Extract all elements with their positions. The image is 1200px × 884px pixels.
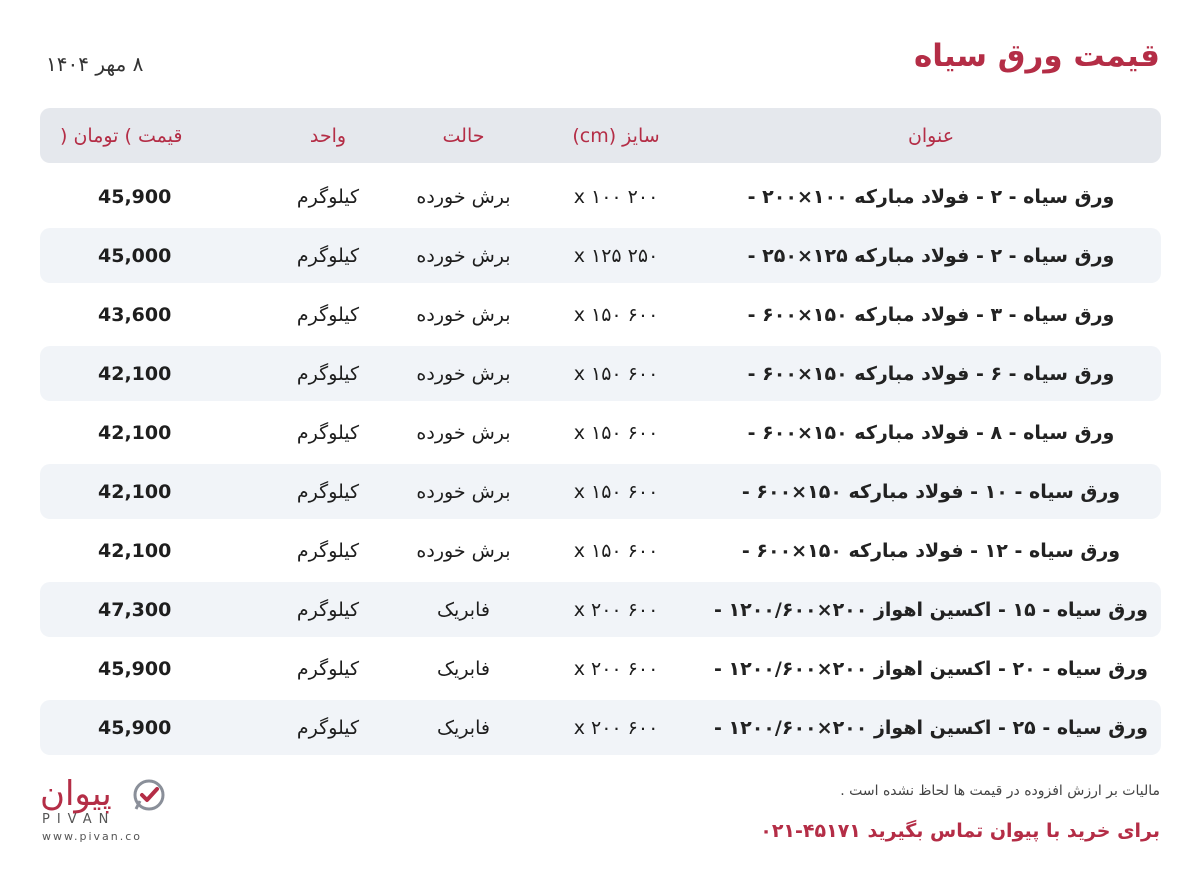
cell-title: ورق سیاه - ۱۵ - اکسین اهواز ۲۰۰×۱۲۰۰/۶۰۰ -	[714, 598, 1148, 621]
cell-title: ورق سیاه - ۸ - فولاد مبارکه ۱۵۰×۶۰۰ -	[747, 421, 1115, 444]
column-header-title: عنوان	[907, 124, 955, 147]
cell-size: ۲۰۰ x ۱۰۰	[573, 185, 659, 208]
cell-price: 42,100	[98, 480, 172, 503]
cell-unit: کیلوگرم	[296, 716, 360, 739]
column-header-size: سایز (cm)	[572, 124, 660, 147]
cell-size: ۶۰۰ x ۱۵۰	[573, 362, 659, 385]
cell-state: فابریک	[437, 657, 490, 680]
cell-size: ۶۰۰ x ۲۰۰	[573, 657, 659, 680]
cell-size: ۶۰۰ x ۱۵۰	[573, 480, 659, 503]
cell-unit: کیلوگرم	[296, 539, 360, 562]
tax-note: مالیات بر ارزش افزوده در قیمت ها لحاظ نشده است .	[840, 783, 1160, 799]
page-title: قیمت ورق سیاه	[913, 38, 1160, 74]
table-row	[40, 464, 1161, 519]
cell-title: ورق سیاه - ۲ - فولاد مبارکه ۱۰۰×۲۰۰ -	[747, 185, 1115, 208]
table-row	[40, 228, 1161, 283]
cell-price: 43,600	[98, 303, 172, 326]
cell-title: ورق سیاه - ۶ - فولاد مبارکه ۱۵۰×۶۰۰ -	[747, 362, 1115, 385]
cell-title: ورق سیاه - ۱۰ - فولاد مبارکه ۱۵۰×۶۰۰ -	[741, 480, 1121, 503]
cell-price: 45,900	[98, 185, 172, 208]
cell-unit: کیلوگرم	[296, 185, 360, 208]
column-header-price: قیمت ) تومان (	[60, 124, 183, 147]
checkmark-pin-icon	[132, 779, 166, 813]
cell-size: ۶۰۰ x ۲۰۰	[573, 598, 659, 621]
table-row	[40, 641, 1161, 696]
date-label: ۸ مهر ۱۴۰۴	[46, 52, 144, 76]
cell-state: فابریک	[437, 598, 490, 621]
cell-state: برش خورده	[416, 244, 511, 267]
cell-size: ۶۰۰ x ۲۰۰	[573, 716, 659, 739]
cell-title: ورق سیاه - ۲۵ - اکسین اهواز ۲۰۰×۱۲۰۰/۶۰۰ -	[714, 716, 1148, 739]
pivan-logo[interactable]	[40, 776, 175, 846]
logo-wordmark: پیوان	[40, 774, 112, 814]
table-row	[40, 169, 1161, 224]
cell-size: ۲۵۰ x ۱۲۵	[573, 244, 659, 267]
cell-unit: کیلوگرم	[296, 244, 360, 267]
cell-price: 47,300	[98, 598, 172, 621]
table-row	[40, 582, 1161, 637]
table-row	[40, 405, 1161, 460]
cell-state: برش خورده	[416, 539, 511, 562]
cell-unit: کیلوگرم	[296, 598, 360, 621]
cell-state: برش خورده	[416, 480, 511, 503]
table-row	[40, 346, 1161, 401]
contact-line: برای خرید با پیوان تماس بگیرید ۴۵۱۷۱-۰۲۱	[760, 820, 1160, 842]
column-header-state: حالت	[442, 124, 485, 147]
price-table	[40, 108, 1161, 755]
cell-unit: کیلوگرم	[296, 657, 360, 680]
table-header	[40, 108, 1161, 163]
table-body	[40, 169, 1161, 755]
cell-size: ۶۰۰ x ۱۵۰	[573, 421, 659, 444]
table-row	[40, 700, 1161, 755]
cell-title: ورق سیاه - ۳ - فولاد مبارکه ۱۵۰×۶۰۰ -	[747, 303, 1115, 326]
table-row	[40, 287, 1161, 342]
cell-state: برش خورده	[416, 362, 511, 385]
cell-state: فابریک	[437, 716, 490, 739]
cell-state: برش خورده	[416, 185, 511, 208]
cell-title: ورق سیاه - ۲ - فولاد مبارکه ۱۲۵×۲۵۰ -	[747, 244, 1115, 267]
cell-unit: کیلوگرم	[296, 303, 360, 326]
cell-price: 42,100	[98, 362, 172, 385]
table-row	[40, 523, 1161, 578]
cell-title: ورق سیاه - ۲۰ - اکسین اهواز ۲۰۰×۱۲۰۰/۶۰۰ -	[714, 657, 1148, 680]
logo-url[interactable]: www.pivan.co	[42, 830, 143, 843]
cell-price: 42,100	[98, 421, 172, 444]
cell-price: 45,900	[98, 657, 172, 680]
cell-price: 45,900	[98, 716, 172, 739]
cell-title: ورق سیاه - ۱۲ - فولاد مبارکه ۱۵۰×۶۰۰ -	[741, 539, 1121, 562]
cell-price: 42,100	[98, 539, 172, 562]
logo-latin: PIVAN	[42, 812, 116, 827]
cell-unit: کیلوگرم	[296, 421, 360, 444]
cell-unit: کیلوگرم	[296, 362, 360, 385]
cell-size: ۶۰۰ x ۱۵۰	[573, 303, 659, 326]
cell-state: برش خورده	[416, 303, 511, 326]
cell-state: برش خورده	[416, 421, 511, 444]
cell-unit: کیلوگرم	[296, 480, 360, 503]
cell-size: ۶۰۰ x ۱۵۰	[573, 539, 659, 562]
column-header-unit: واحد	[309, 124, 347, 147]
cell-price: 45,000	[98, 244, 172, 267]
